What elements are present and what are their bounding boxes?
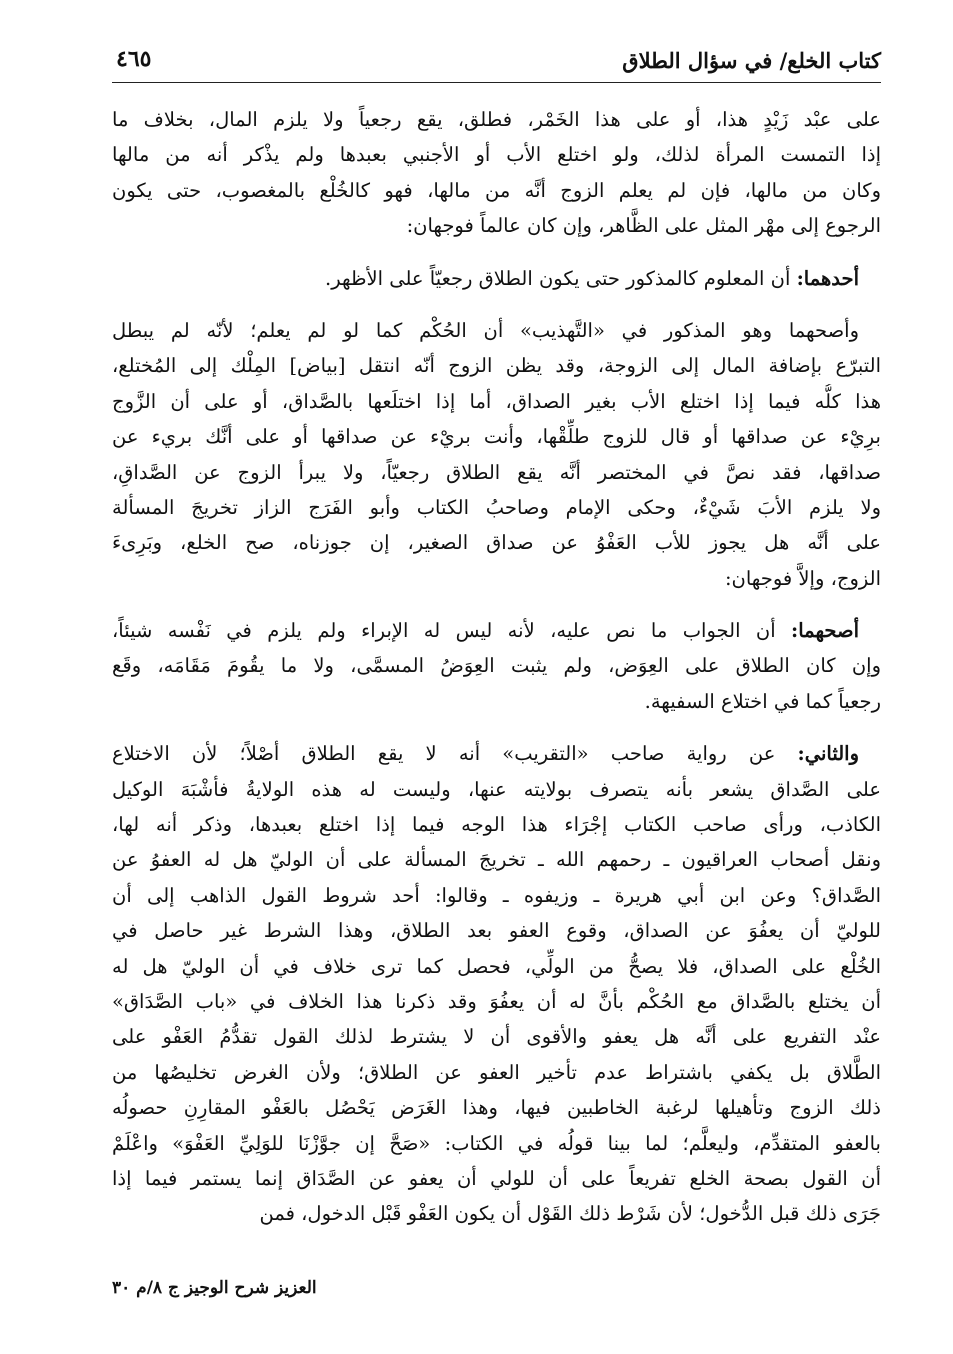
paragraph (112, 736, 881, 1231)
lead-term: أحدهما: (796, 266, 859, 290)
text-line (112, 736, 881, 771)
text-line (112, 137, 881, 172)
text-line (112, 949, 881, 984)
footer-signature: العزيز شرح الوجيز ج ٨/م ٣٠ (112, 1278, 317, 1298)
line-text: هذا كلُّه فيما إذا اختلع الأب بغير الصداق، أما إذا اختلَعها بالصَّداق، أو على أن الزَّوج (112, 389, 881, 413)
paragraph (112, 313, 881, 596)
text-line (112, 613, 881, 648)
text-line (112, 1019, 881, 1054)
text-line (112, 261, 881, 296)
line-text: على عبْد زَيْدٍ هذا، أو على هذا الخَمْر، فطلق، يقع رجعياً ولا يلزم المال، بخلاف ما (112, 108, 881, 131)
text-line (112, 561, 881, 596)
line-text: الطَّلاق بل يكفي باشتراط عدم تأخير العفو عن الطلاق؛ ولأن الغرض تخليصُها من (112, 1060, 881, 1084)
line-text: إذا التمست المرأة لذلك، ولو اختلع الأب أو الأجنبي بعبدها ولم يذْكر أنه من مالها (112, 143, 881, 167)
line-text: بالعفو المتقدِّم، وليعلَّم؛ لما بينا قولُه في الكتاب: «صَحَّ إن جوَّزْنَا للوَلِيِّ العَفْوَ» واعْلَمْ (112, 1131, 881, 1155)
page-number: ٤٦٥ (116, 46, 152, 72)
text-line (112, 1196, 881, 1231)
chapter-title: كتاب الخلع/ في سؤال الطلاق (622, 48, 881, 73)
line-text: الخُلْع على الصداق، فلا يصحُّ من الولِّي، فحصل كما ترى خلاف في أن الوليّ هل له (112, 954, 881, 978)
line-text: أن يختلع بالصَّداق مع الحُكْم بأنَّ له أن يعفُوَ وقد ذكرنا هذا الخلاف في «باب الصَّدَاق» (112, 989, 881, 1013)
line-text: ذلك الزوج وتأهيلها لرغبة الخاطبين فيها، وهذا الغَرَض يَحْصُل بالعَفْو المقارِنِ حصولُه (112, 1096, 881, 1120)
text-line (112, 419, 881, 454)
text-line (112, 772, 881, 807)
line-text: الصَّداق؟ وعن ابن أبي هريرة ـ وزيفوه ـ وقالوا: أحد شروط القول الذاهب إلى أن (112, 883, 881, 907)
text-line (112, 1055, 881, 1090)
line-text: صداقها، فقد نصَّ في المختصر أنَّه يقع الطلاق رجعيّاً، ولا يبرأ الزوج عن الصَّداقِ، (112, 460, 881, 484)
line-text: أن الجواب ما نص عليه، لأنه ليس له الإبراء ولم يلزم في نَفْسه شيئاً، (112, 619, 792, 643)
text-line (112, 807, 881, 842)
text-line (112, 348, 881, 383)
text-line (112, 102, 881, 137)
running-header (112, 42, 881, 83)
line-text: وأصحهما وهو المذكور في «التَّهذيب» أن الحُكْم كما لو لم يعلم؛ لأنّه لم يبطل (112, 318, 860, 342)
text-line (112, 208, 881, 243)
line-text: وإن كان الطلاق على العِوَض، ولم يثبت العِوَضُ المسمَّى، ولا ما يقُومَ مَقَامَه، وقَع (112, 654, 881, 678)
line-text: جَرَى ذلك قبل الدُّخول؛ لأن شَرْط ذلك القَوْل أن يكون العَفْو قَبْل الدخول، فمن (259, 1202, 881, 1226)
line-text: على الصَّداق يشعر بأنه يتصرف بولايته عنها، وليست له هذه الولايةُ فأشْبَهَ الوكيل (112, 777, 881, 801)
paragraph (112, 613, 881, 719)
text-line (112, 648, 881, 683)
line-text: للوليّ أن يعفُوَ عن الصداق، وقوع العفو بعد الطلاق، وهذا الشرط غير حاصل في (112, 919, 881, 943)
line-text: عنْد التفريع على أنَّه هل يعفو والأقوى أن لا يشترط لذلك القول تقدُّمُ العَفْو على (112, 1025, 881, 1049)
line-text: الزوج، وإلاَّ فوجهان: (724, 566, 881, 590)
text-line (112, 984, 881, 1019)
text-line (112, 1126, 881, 1161)
text-line (112, 313, 881, 348)
text-line (112, 455, 881, 490)
lead-term: أصحهما: (791, 619, 859, 643)
line-text: أن القول بصحة الخلع تفريعاً على أن للولي أن يعفو عن الصَّدَاق إنما يستمر فيما إذا (112, 1166, 881, 1190)
paragraph (112, 261, 881, 296)
text-line (112, 684, 881, 719)
text-line (112, 878, 881, 913)
text-line (112, 1090, 881, 1125)
line-text: رجعياً كما في اختلاع السفيهة. (644, 689, 881, 713)
text-line (112, 525, 881, 560)
line-text: ونقل أصحاب العراقيون ـ رحمهم الله ـ تخريجَ المسألة على أن الوليّ هل له العفوُ عن (112, 848, 881, 872)
line-text: على أنَّه هل يجوز للأب العَفْوُ عن صداق الصغير، إن جوزناه، صح الخلع، وبَرِىءَ (112, 531, 881, 555)
text-line (112, 842, 881, 877)
text-line (112, 490, 881, 525)
line-text: ولا يلزم الأبَ شَيْءٌ، وحكى الإمام وصاحبُ الكتاب وأبو الفَرَج الزاز تخريجَ المسألة (112, 495, 881, 519)
line-text: عن رواية صاحب «التقريب» أنه لا يقع الطلاق أصْلاً؛ لأن الاختلاع (112, 742, 798, 766)
text-line (112, 1161, 881, 1196)
paragraph (112, 102, 881, 244)
line-text: التبرّع بإضافة المال إلى الزوجة، وقد يظن الزوج أنّه انتقل [بياض] المِلْك إلى المُختلع، (112, 354, 881, 378)
line-text: وكان من مالها، فإن لم يعلم الزوج أنَّه من مالها، فهو كالخُلْع بالمغصوب، حتى يكون (112, 178, 881, 202)
page-body (112, 102, 881, 1249)
line-text: برِيْء عن صداقها أو قال للزوج طلِّقْها، وأنت بريْء عن صداقها أو على أنَّك بريء عن (112, 425, 881, 449)
text-line (112, 173, 881, 208)
line-text: أن المعلوم كالمذكور حتى يكون الطلاق رجعيّاً على الأظهر. (325, 266, 797, 290)
line-text: الكاذب، ورأى صاحب الكتاب إجْرَاء هذا الوجه فيما إذا اختلع بعبدها، وذكر أنه لها، (112, 813, 881, 837)
text-line (112, 384, 881, 419)
line-text: الرجوع إلى مهْر المثل على الظَّاهر، وإن كان عالماً فوجهان: (406, 214, 881, 238)
text-line (112, 913, 881, 948)
lead-term: والثاني: (797, 742, 859, 766)
